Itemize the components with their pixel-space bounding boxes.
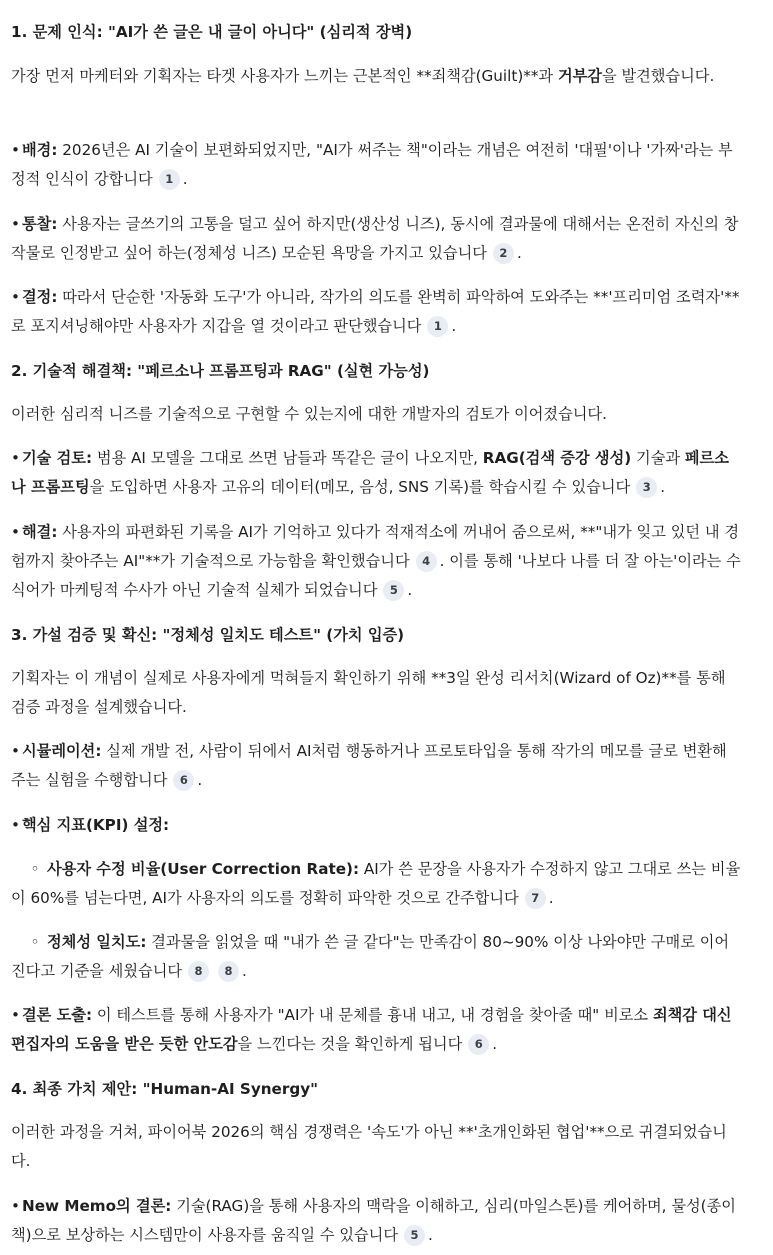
bullet-label: New Memo의 결론:: [22, 1197, 172, 1215]
bullet-solution: • 해결: 사용자의 파편화된 기록을 AI가 기억하고 있다가 적재적소에 꺼내어 줌으로써, **"내가 잊고 있던 내 경험까지 찾아주는 AI"**가 기술적으로 가능함을 확인했습니다 4 . 이를 통해 '나보다 나를 더 잘 아는'이라는 수식어가 마케팅적 수사가 아닌 기술적 실체가 되었습니다 5 .: [11, 518, 741, 605]
bullet-label: 해결:: [22, 523, 58, 541]
section-3-intro: 기획자는 이 개념이 실제로 사용자에게 먹혀들지 확인하기 위해 **3일 완성 리서치(Wizard of Oz)**를 통해 검증 과정을 설계했습니다.: [11, 669, 726, 716]
citation-chip[interactable]: 2: [493, 243, 514, 264]
citation-chip[interactable]: 6: [173, 770, 194, 791]
citation-chip[interactable]: 6: [468, 1034, 489, 1055]
section-4-heading: 4. 최종 가치 제안: "Human-AI Synergy": [11, 1080, 319, 1098]
bullet-label: 핵심 지표(KPI) 설정:: [22, 816, 170, 834]
citation-chip[interactable]: 1: [427, 316, 448, 337]
citation-chip[interactable]: 4: [416, 551, 437, 572]
bullet-dot: •: [11, 141, 20, 159]
bullet-background: • 배경: 2026년은 AI 기술이 보편화되었지만, "AI가 써주는 책"이라는 개념은 여전히 '대필'이나 '가짜'라는 부정적 인식이 강합니다 1 .: [11, 136, 741, 194]
citation-chip[interactable]: 1: [159, 169, 180, 190]
bullet-label: 통찰:: [22, 215, 58, 233]
bullet-conclusion: • 결론 도출: 이 테스트를 통해 사용자가 "AI가 내 문체를 흉내 내고, 내 경험을 찾아줄 때" 비로소 죄책감 대신 편집자의 도움을 받은 듯한 안도감을 느낀다는 것을 확인하게 됩니다 6 .: [11, 1001, 741, 1059]
bullet-tech-review: • 기술 검토: 범용 AI 모델을 그대로 쓰면 남들과 똑같은 글이 나오지만, RAG(검색 증강 생성) 기술과 페르소나 프롬프팅을 도입하면 사용자 고유의 데이터(메모, 음성, SNS 기록)를 학습시킬 수 있습니다 3 .: [11, 444, 741, 502]
section-2-heading: 2. 기술적 해결책: "페르소나 프롬프팅과 RAG" (실현 가능성): [11, 362, 430, 380]
bullet-label: 사용자 수정 비율(User Correction Rate):: [47, 860, 360, 878]
bullet-dot: •: [11, 742, 20, 760]
citation-chip[interactable]: 8: [188, 961, 209, 982]
bullet-dot: •: [11, 816, 20, 834]
citation-chip[interactable]: 8: [218, 961, 239, 982]
bullet-label: 기술 검토:: [22, 449, 93, 467]
section-1-heading: 1. 문제 인식: "AI가 쓴 글은 내 글이 아니다" (심리적 장벽): [11, 23, 413, 41]
bullet-kpi: [11, 811, 741, 840]
bullet-insight: • 통찰: 사용자는 글쓰기의 고통을 덜고 싶어 하지만(생산성 니즈), 동시에 결과물에 대해서는 온전히 자신의 창작물로 인정받고 싶어 하는(정체성 니즈) 모순된 욕망을 가지고 있습니다 2 .: [11, 210, 741, 268]
sub-bullet-circle: ◦: [30, 860, 40, 878]
sub-bullet-identity-match: ◦ 정체성 일치도: 결과물을 읽었을 때 "내가 쓴 글 같다"는 만족감이 80~90% 이상 나와야만 구매로 이어진다고 기준을 세웠습니다 8 8 .: [11, 928, 741, 986]
sub-bullet-user-correction-rate: ◦ 사용자 수정 비율(User Correction Rate): AI가 쓴 문장을 사용자가 수정하지 않고 그대로 쓰는 비율이 60%를 넘는다면, AI가 사용자의 의도를 정확히 파악한 것으로 간주합니다 7 .: [11, 855, 741, 913]
bullet-label: 결정:: [22, 288, 58, 306]
bullet-dot: •: [11, 288, 20, 306]
bullet-dot: •: [11, 1197, 20, 1215]
sub-bullet-circle: ◦: [30, 933, 40, 951]
citation-chip[interactable]: 7: [525, 888, 546, 909]
section-3-heading: 3. 가설 검증 및 확신: "정체성 일치도 테스트" (가치 입증): [11, 626, 405, 644]
bullet-dot: •: [11, 449, 20, 467]
bullet-label: 결론 도출:: [22, 1006, 93, 1024]
bullet-dot: •: [11, 215, 20, 233]
section-1-intro: 가장 먼저 마케터와 기획자는 타겟 사용자가 느끼는 근본적인 **죄책감(Guilt)**과 거부감을 발견했습니다.: [11, 67, 715, 85]
bullet-label: 배경:: [22, 141, 58, 159]
citation-chip[interactable]: 5: [404, 1225, 425, 1246]
bullet-decision: • 결정: 따라서 단순한 '자동화 도구'가 아니라, 작가의 의도를 완벽히 파악하여 도와주는 **'프리미엄 조력자'**로 포지셔닝해야만 사용자가 지갑을 열 것이라고 판단했습니다 1 .: [11, 283, 741, 341]
citation-chip[interactable]: 5: [383, 580, 404, 601]
section-4-intro: 이러한 과정을 거쳐, 파이어북 2026의 핵심 경쟁력은 '속도'가 아닌 **'초개인화된 협업'**으로 귀결되었습니다.: [11, 1123, 727, 1170]
bullet-new-memo: • New Memo의 결론: 기술(RAG)을 통해 사용자의 맥락을 이해하고, 심리(마일스톤)를 케어하며, 물성(종이책)으로 보상하는 시스템만이 사용자를 움직일 수 있습니다 5 .: [11, 1192, 741, 1250]
bullet-dot: •: [11, 1006, 20, 1024]
bullet-label: 정체성 일치도:: [47, 933, 147, 951]
citation-chip[interactable]: 3: [636, 477, 657, 498]
section-2-intro: 이러한 심리적 니즈를 기술적으로 구현할 수 있는지에 대한 개발자의 검토가 이어졌습니다.: [11, 405, 607, 423]
bullet-label: 시뮬레이션:: [22, 742, 102, 760]
bullet-dot: •: [11, 523, 20, 541]
bullet-simulation: • 시뮬레이션: 실제 개발 전, 사람이 뒤에서 AI처럼 행동하거나 프로토타입을 통해 작가의 메모를 글로 변환해 주는 실험을 수행합니다 6 .: [11, 737, 741, 795]
